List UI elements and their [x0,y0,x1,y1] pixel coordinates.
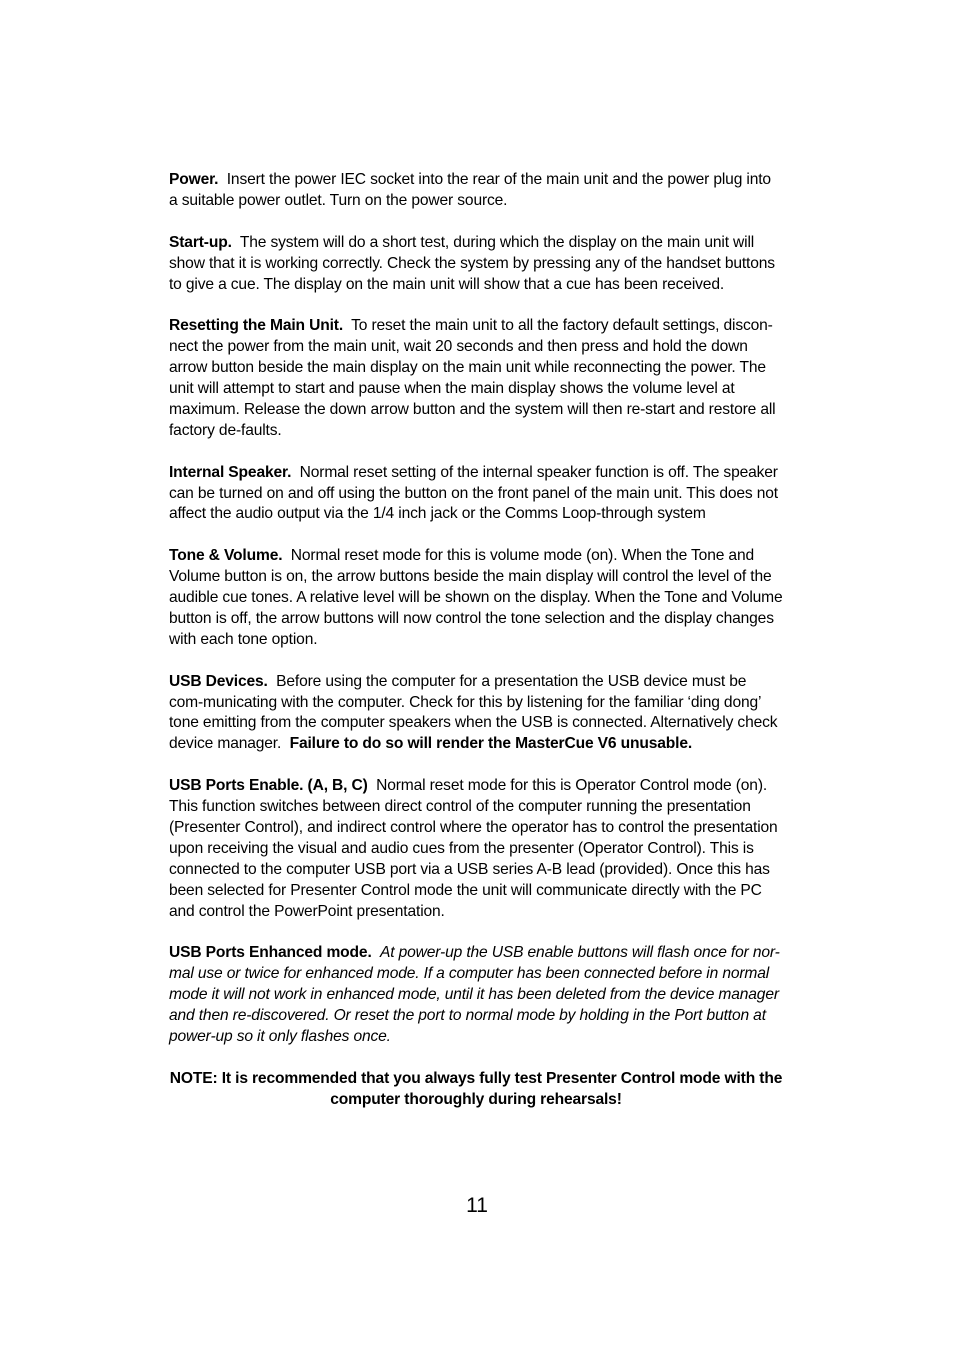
usb-devices-warning: Failure to do so will render the MasterCue V6 unusable. [289,735,693,753]
note-line-1: NOTE: It is recommended that you always fully test Presenter Control mode with the [169,1069,783,1087]
section-usb-ports-enhanced-mode [169,943,783,1048]
section-text: Before using the computer for a presentation the USB device must be com-municating with the computer. Check for this by listening for the familiar ‘ding dong’ tone emitting from the computer speakers when the USB is connected. Alternatively check device manager. [169,672,778,753]
section-start-up [169,233,783,296]
section-text: At power-up the USB enable buttons will flash once for nor-mal use or twice for enhanced mode. If a computer has been connected before in normal mode it will not work in enhanced mode, until it has been deleted from the device manager and then re-discovered. Or reset the port to normal mode by holding in the Port button at power-up so it only flashes once. [169,944,780,1046]
section-usb-devices [169,672,783,756]
section-text: The system will do a short test, during which the display on the main unit will show that it is working correctly. Check the system by pressing any of the handset buttons to give a cue. The display on the main unit will show that a cue has been received. [169,233,775,293]
section-text: Normal reset setting of the internal speaker function is off. The speaker can be turned on and off using the button on the front panel of the main unit. This does not affect the audio output via the 1/4 inch jack or the Comms Loop-through system [169,463,778,523]
section-tone-volume [169,546,783,651]
section-internal-speaker [169,463,783,526]
rehearsal-note [169,1069,783,1111]
section-heading: Start-up. [169,233,232,251]
section-heading: Power. [169,171,219,188]
section-usb-ports-enable [169,776,783,922]
note-line-2: computer thoroughly during rehearsals! [330,1090,622,1108]
section-heading: USB Ports Enable. (A, B, C) [169,777,368,795]
section-heading: Tone & Volume. [169,547,283,565]
section-power [169,170,783,212]
section-heading: USB Ports Enhanced mode. [169,944,372,962]
section-text: Normal reset mode for this is Operator Control mode (on). This function switches between direct control of the computer running the presentation (Presenter Control), and indirect control where the operator has to control the presentation upon receiving the visual and audio cues from the presenter (Operator Control). This is connected to the computer USB port via a USB series A-B lead (provided). Once this has been selected for Presenter Control mode the unit will communicate directly with the PC and control the PowerPoint presentation. [169,777,778,920]
section-heading: Internal Speaker. [169,463,292,481]
section-resetting-main-unit [169,316,783,441]
section-text: To reset the main unit to all the factory default settings, discon-nect the power from the main unit, wait 20 seconds and then press and hold the down arrow button beside the main display on the main unit while reconnecting the power. The unit will attempt to start and pause when the main display shows the volume level at maximum. Release the down arrow button and the system will then re-start and restore all factory de-faults. [169,317,776,439]
section-text: Normal reset mode for this is volume mode (on). When the Tone and Volume button is on, the arrow buttons beside the main display will control the level of the audible cue tones. A relative level will be shown on the display. When the Tone and Volume button is off, the arrow buttons will now control the tone selection and the display changes with each tone option. [169,547,783,648]
section-text: Insert the power IEC socket into the rear of the main unit and the power plug into a suitable power outlet. Turn on the power source. [169,171,771,209]
page-number: 11 [466,1194,488,1217]
section-heading: USB Devices. [169,672,268,690]
section-heading: Resetting the Main Unit. [169,317,343,335]
page-content [169,170,783,1132]
